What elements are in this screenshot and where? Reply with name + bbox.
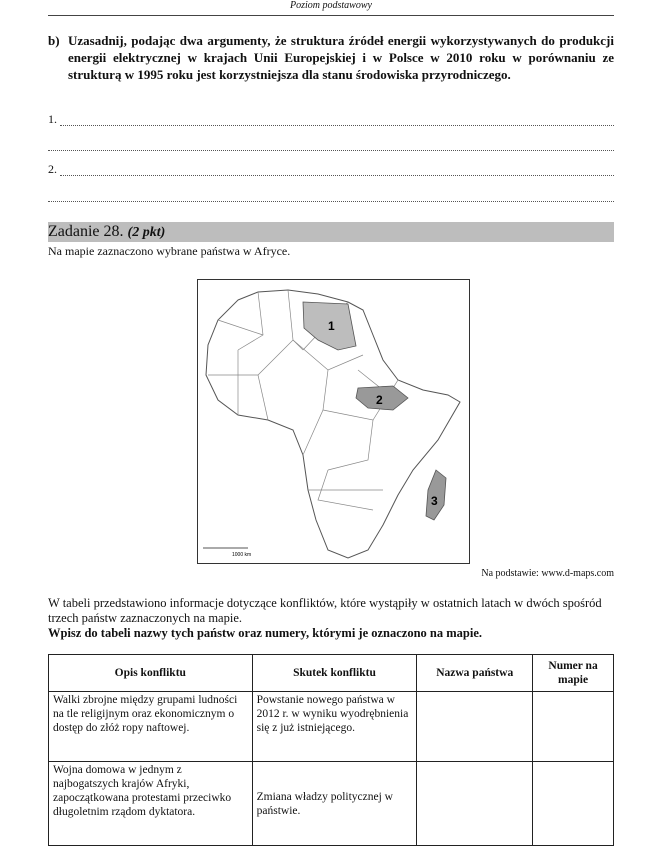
marker-2: 2: [376, 393, 383, 407]
answer-line-2-number: 2.: [48, 162, 57, 176]
row1-opis: Walki zbrojne między grupami ludności na tle religijnym oraz ekonomicznym o dostęp do złóż ropy naftowej.: [49, 692, 253, 762]
task-b-text: Uzasadnij, podając dwa argumenty, że struktura źródeł energii wykorzystywanych do produkcji energii elektrycznej w krajach Unii Europejskiej i w Polsce w 2010 roku w porównaniu ze strukturą w 1995 roku jest korzystniejsza dla stanu środowiska przyrodniczego.: [68, 33, 614, 82]
task-b-label: b): [48, 33, 60, 48]
row1-skutek: Powstanie nowego państwa w 2012 r. w wyniku wyodrębnienia się z już istniejącego.: [252, 692, 417, 762]
marker-1: 1: [328, 319, 335, 333]
answer-line-1[interactable]: [48, 112, 614, 126]
table-row: [49, 692, 614, 762]
row1-numer-input[interactable]: [533, 692, 614, 762]
task-28-intro: Na mapie zaznaczono wybrane państwa w Afryce.: [48, 244, 291, 258]
conflict-table: [48, 654, 614, 846]
task-28-instruction: Wpisz do tabeli nazwy tych państw oraz numery, którymi je oznaczono na mapie.: [48, 626, 483, 640]
map-source: Na podstawie: www.d-maps.com: [481, 568, 614, 579]
page-header: [48, 0, 614, 16]
table-row: [49, 762, 614, 846]
row2-numer-input[interactable]: [533, 762, 614, 846]
header-numer: Numer na mapie: [533, 655, 614, 692]
table-header-row: [49, 655, 614, 692]
answer-line-2[interactable]: [48, 162, 614, 176]
map-scale: 1000 km: [232, 552, 252, 558]
marker-3: 3: [431, 494, 438, 508]
task-28-points: (2 pkt): [127, 225, 166, 240]
africa-map-svg: [198, 280, 469, 563]
answer-line-2b[interactable]: [48, 192, 614, 202]
row2-nazwa-input[interactable]: [417, 762, 533, 846]
row2-skutek: Zmiana władzy politycznej w państwie.: [252, 762, 417, 846]
task-28-name: Zadanie 28.: [48, 223, 124, 240]
answer-line-1-number: 1.: [48, 112, 57, 126]
header-opis: Opis konfliktu: [49, 655, 253, 692]
level-label: Poziom podstawowy: [290, 0, 372, 11]
task-28-description: [48, 596, 614, 641]
task-28-title: [48, 222, 165, 243]
row1-nazwa-input[interactable]: [417, 692, 533, 762]
africa-map: [197, 279, 470, 564]
answer-line-1b[interactable]: [48, 141, 614, 151]
header-skutek: Skutek konfliktu: [252, 655, 417, 692]
task-28-para1: W tabeli przedstawiono informacje dotyczące konfliktów, które wystąpiły w ostatnich latach w dwóch spośród trzech państw zaznaczonych na mapie.: [48, 596, 602, 625]
row2-opis: Wojna domowa w jednym z najbogatszych krajów Afryki, zapoczątkowana protestami przeciwko długoletnim rządom dyktatora.: [49, 762, 253, 846]
header-nazwa: Nazwa państwa: [417, 655, 533, 692]
task-b: [48, 32, 614, 83]
